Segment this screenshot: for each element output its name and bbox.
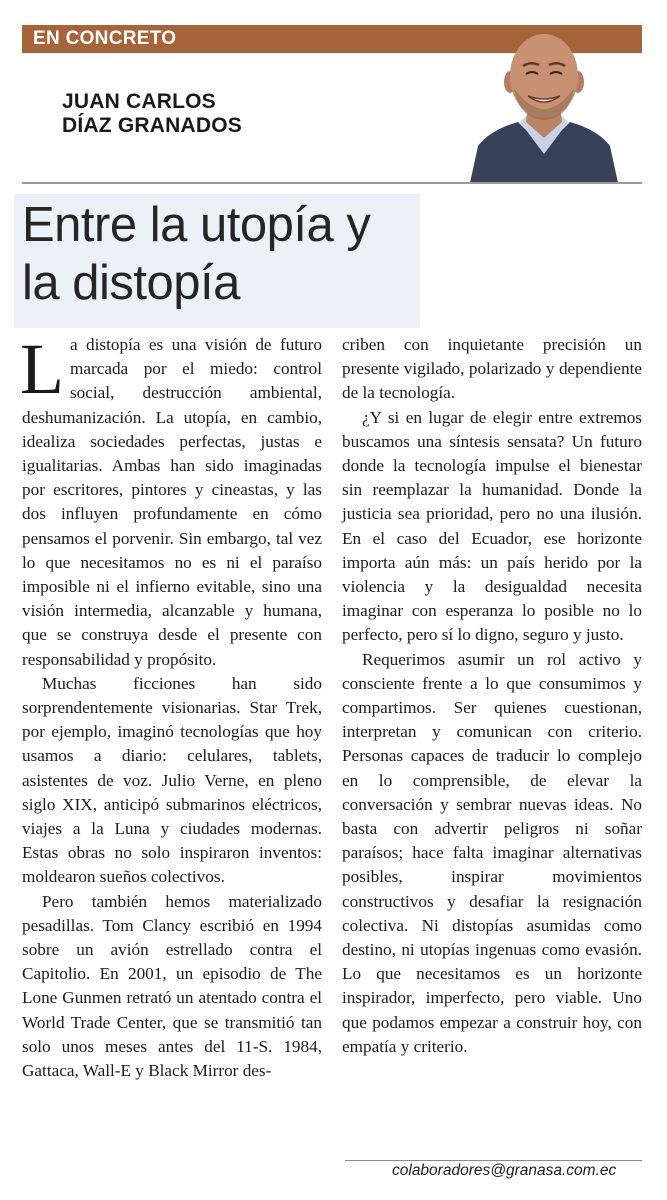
headline	[22, 196, 370, 312]
paragraph: Pero también hemos materializado pesadillas. Tom Clancy escribió en 1994 sobre un avión estrellado contra el Capitolio. En 2001, un episodio de The Lone Gunmen retrató un atentado contra el World Trade Center, que se transmitió tan solo unos meses antes del 11-S. 1984, Gattaca, Wall-E y Black Mirror des-	[22, 891, 322, 1081]
author-line-2: DÍAZ GRANADOS	[62, 114, 242, 137]
paragraph	[20, 329, 322, 672]
drop-cap: L	[20, 329, 64, 409]
paragraph: criben con inquietante precisión un presente vigilado, polarizado y dependiente de la tecnología.	[342, 335, 642, 403]
paragraph-text: a distopía es una visión de futuro marcada por el miedo: control social, destrucción ambiental, deshumanización. La utopía, en cambio, idealiza sociedades perfectas, justas e igualitarias. Ambas han sido imaginadas por escritores, pintores y cineastas, y las dos influyen profundamente en cómo pensamos el porvenir. Sin embargo, tal vez lo que necesitamos no es ni el paraíso imposible ni el infierno evitable, sino una visión intermedia, alcanzable y humana, que se construya desde el presente con responsabilidad y propósito.	[22, 335, 322, 669]
article-column-1	[20, 329, 322, 1083]
contact-email[interactable]: colaboradores@granasa.com.ec	[392, 1162, 617, 1179]
author-line-1: JUAN CARLOS	[62, 90, 216, 113]
author-name	[62, 90, 242, 138]
header-rule	[22, 182, 642, 184]
footer-rule	[345, 1160, 642, 1161]
paragraph: ¿Y si en lugar de elegir entre extremos buscamos una síntesis sensata? Un futuro donde la tecnología impulse el bienestar sin reemplazar la humanidad. Donde la justicia sea prioridad, pero no una ilusión. En el caso del Ecuador, ese horizonte importa aún más: un país herido por la violencia y la desigualdad necesita imaginar con esperanza lo posible no lo perfecto, pero sí lo digno, seguro y justo.	[342, 407, 642, 645]
headline-line-2: la distopía	[22, 256, 240, 310]
headline-line-1: Entre la utopía y	[22, 198, 371, 252]
paragraph: Requerimos asumir un rol activo y consciente frente a lo que consumimos y compartimos. Ser quienes cuestionan, interpretan y comunican con criterio. Personas capaces de traducir lo complejo en lo comprensible, de elevar la conversación y sembrar nuevas ideas. No basta con advertir peligros ni soñar paraísos; hace falta imaginar alternativas posibles, inspirar movimientos constructivos y desafiar la resignación colectiva. Ni distopías asumidas como destino, ni utopías ingenuas como evasión. Lo que necesitamos es un horizonte inspirador, imperfecto, pero viable. Uno que podamos empezar a construir hoy, con empatía y criterio.	[342, 649, 642, 1056]
article-column-2	[342, 333, 642, 1059]
author-photo	[470, 26, 618, 183]
paragraph: Muchas ficciones han sido sorprendentemente visionarias. Star Trek, por ejemplo, imaginó tecnologías que hoy usamos a diario: celulares, tablets, asistentes de voz. Julio Verne, en pleno siglo XIX, anticipó submarinos eléctricos, viajes a la Luna y ciudades modernas. Estas obras no solo inspiraron inventos: moldearon sueños colectivos.	[22, 673, 322, 887]
section-label: EN CONCRETO	[33, 28, 177, 49]
